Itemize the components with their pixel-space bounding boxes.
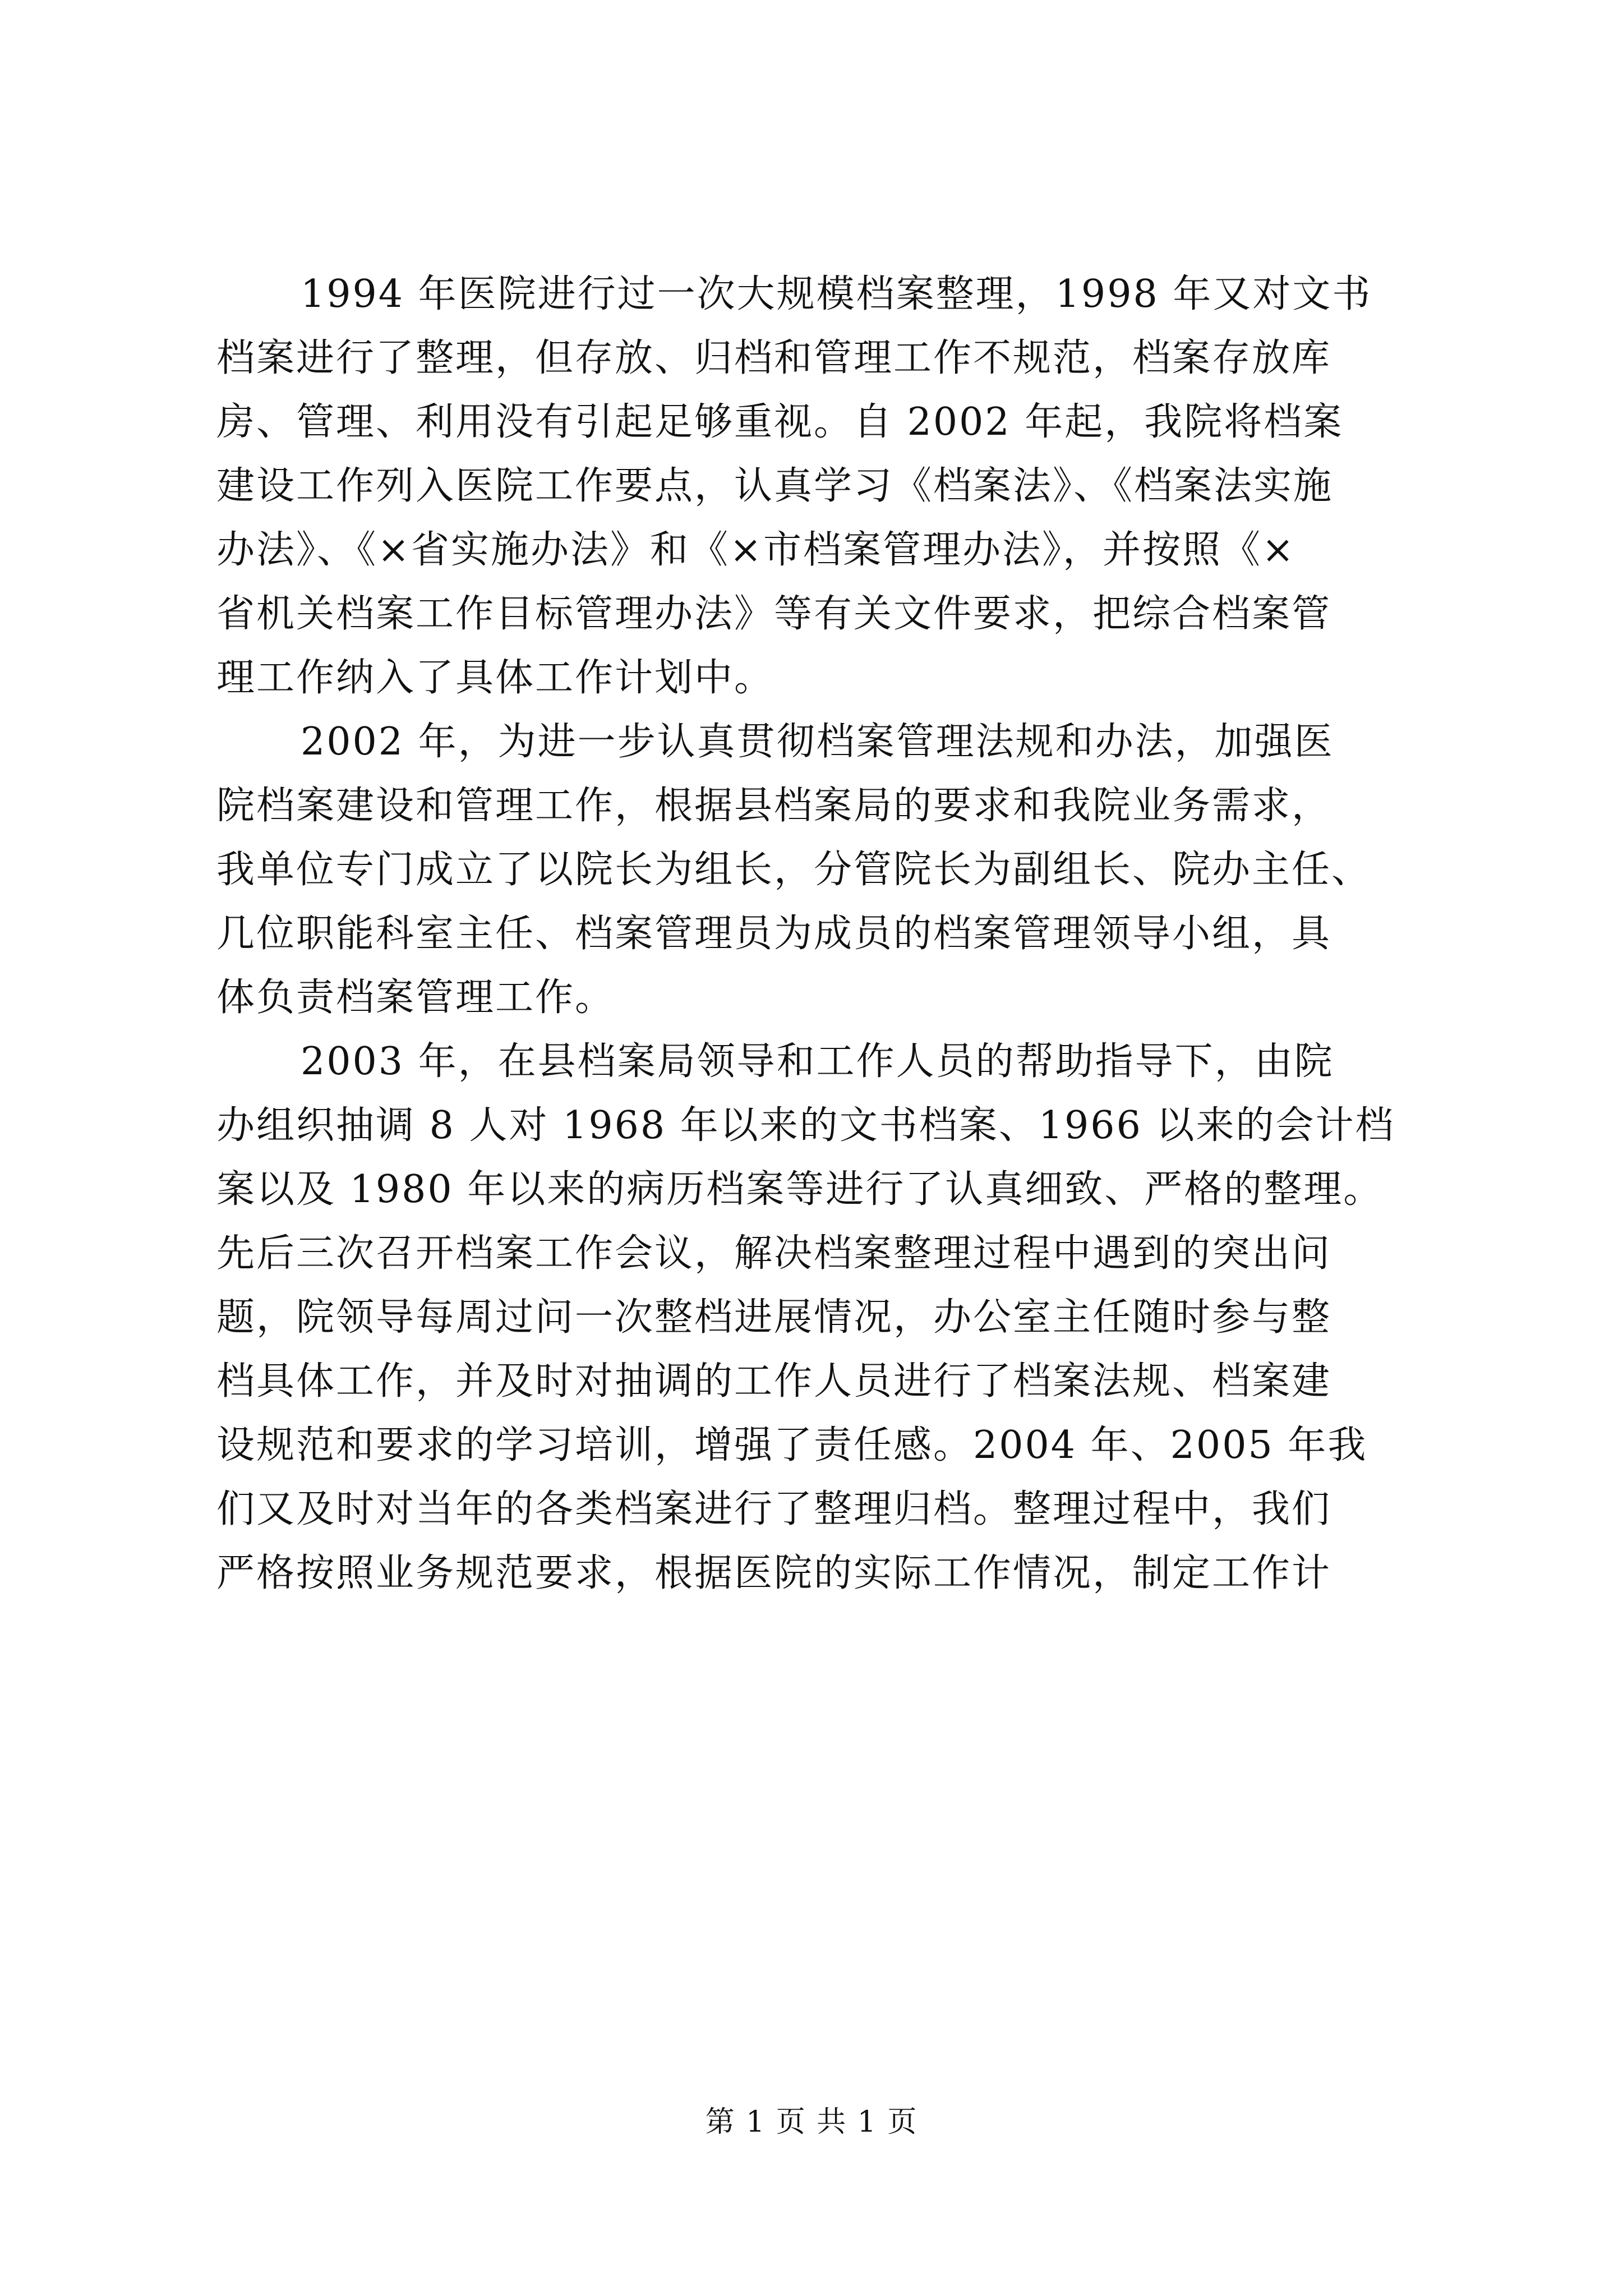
- paragraph-2-line-4: 几位职能科室主任、档案管理员为成员的档案管理领导小组，具: [216, 912, 1332, 956]
- paragraph-1-line-1: 1994 年医院进行过一次大规模档案整理，1998 年又对文书: [301, 272, 1372, 316]
- paragraph-2-line-2: 院档案建设和管理工作，根据县档案局的要求和我院业务需求，: [216, 784, 1332, 828]
- paragraph-1-line-6: 省机关档案工作目标管理办法》等有关文件要求，把综合档案管: [216, 592, 1332, 636]
- paragraph-1-line-5: 办法》、《×省实施办法》和《×市档案管理办法》，并按照《×: [216, 528, 1295, 572]
- paragraph-2-line-5: 体负责档案管理工作。: [216, 976, 615, 1020]
- paragraph-1-line-2: 档案进行了整理，但存放、归档和管理工作不规范，档案存放库: [216, 336, 1332, 380]
- paragraph-3-line-2: 办组织抽调 8 人对 1968 年以来的文书档案、1966 以来的会计档: [216, 1103, 1395, 1148]
- paragraph-3-line-4: 先后三次召开档案工作会议，解决档案整理过程中遇到的突出问: [216, 1231, 1332, 1276]
- paragraph-1-line-3: 房、管理、利用没有引起足够重视。自 2002 年起，我院将档案: [216, 400, 1344, 444]
- paragraph-3-line-7: 设规范和要求的学习培训，增强了责任感。2004 年、2005 年我: [216, 1423, 1368, 1467]
- paragraph-3-line-6: 档具体工作，并及时对抽调的工作人员进行了档案法规、档案建: [216, 1359, 1332, 1404]
- paragraph-3-line-8: 们又及时对当年的各类档案进行了整理归档。整理过程中，我们: [216, 1487, 1332, 1531]
- paragraph-3-line-3: 案以及 1980 年以来的病历档案等进行了认真细致、严格的整理。: [216, 1167, 1384, 1212]
- paragraph-3-line-5: 题，院领导每周过问一次整档进展情况，办公室主任随时参与整: [216, 1295, 1332, 1340]
- page-number-label: 第 1 页 共 1 页: [705, 2105, 918, 2139]
- paragraph-3-line-1: 2003 年，在县档案局领导和工作人员的帮助指导下，由院: [301, 1039, 1334, 1084]
- page-footer: [0, 2102, 1623, 2142]
- document-body: [216, 263, 1422, 1605]
- paragraph-2-line-3: 我单位专门成立了以院长为组长，分管院长为副组长、院办主任、: [216, 848, 1372, 892]
- paragraph-1-line-4: 建设工作列入医院工作要点，认真学习《档案法》、《档案法实施: [216, 464, 1334, 508]
- paragraph-1-line-7: 理工作纳入了具体工作计划中。: [216, 656, 774, 700]
- paragraph-2-line-1: 2002 年，为进一步认真贯彻档案管理法规和办法，加强医: [301, 720, 1334, 764]
- paragraph-3-line-9: 严格按照业务规范要求，根据医院的实际工作情况，制定工作计: [216, 1551, 1332, 1595]
